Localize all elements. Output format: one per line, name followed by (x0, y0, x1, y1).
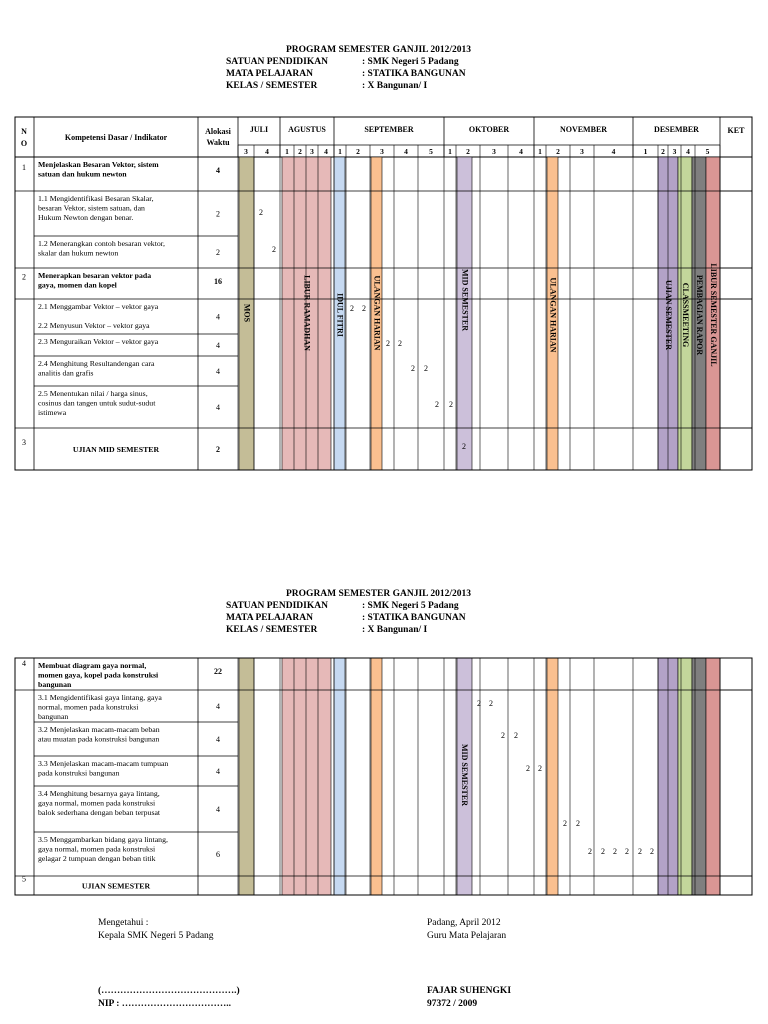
indicator-text: skalar dan hukum newton (38, 248, 119, 258)
header-label: SATUAN PENDIDIKAN (226, 601, 328, 611)
header-value: : SMK Negeri 5 Padang (362, 57, 459, 67)
headmaster-title: Kepala SMK Negeri 5 Padang (98, 931, 214, 941)
band-label: ULANGAN HARIAN (548, 277, 558, 353)
week-number: 1 (538, 147, 542, 156)
time-allocation: 4 (216, 702, 220, 711)
header-label: MATA PELAJARAN (226, 69, 313, 79)
indicator-text: 3.1 Mengidentifikasi gaya lintang, gaya (38, 693, 162, 702)
session-mark: 2 (424, 364, 428, 373)
teacher-nip: 97372 / 2009 (427, 999, 478, 1009)
week-number: 3 (310, 147, 314, 156)
band-0 (239, 658, 254, 895)
header-label: MATA PELAJARAN (226, 613, 313, 623)
session-mark: 2 (272, 245, 276, 254)
week-number: 3 (244, 147, 248, 156)
month-header: OKTOBER (468, 125, 510, 134)
band-5 (547, 658, 558, 895)
page-title: PROGRAM SEMESTER GANJIL 2012/2013 (286, 45, 472, 55)
time-allocation: 2 (216, 445, 220, 454)
band-3 (371, 658, 382, 895)
indicator-text: 3.3 Menjelaskan macam-macam tumpuan (38, 759, 169, 768)
band-label: ULANGAN HARIAN (372, 275, 382, 351)
time-allocation: 4 (216, 166, 220, 175)
week-number: 2 (298, 147, 302, 156)
row-number: 4 (22, 659, 26, 668)
time-allocation: 4 (216, 367, 220, 376)
indicator-text: balok sederhana dengan beban terpusat (38, 808, 161, 817)
header-ket: KET (727, 126, 745, 135)
week-number: 3 (580, 147, 584, 156)
indicator-text: 2.2 Menyusun Vektor – vektor gaya (38, 321, 150, 330)
row-number: 5 (22, 874, 26, 884)
week-number: 4 (265, 147, 269, 156)
indicator-text: 2.1 Menggambar Vektor – vektor gaya (38, 302, 159, 311)
week-number: 1 (285, 147, 289, 156)
week-number: 4 (519, 147, 523, 156)
week-number: 4 (404, 147, 408, 156)
week-number: 5 (429, 147, 433, 156)
competency-title: Menjelaskan Besaran Vektor, sistem (38, 160, 159, 169)
time-allocation: 4 (216, 312, 220, 322)
session-mark: 2 (477, 699, 481, 708)
week-number: 1 (448, 147, 452, 156)
indicator-text: 1.1 Mengidentifikasi Besaran Skalar, (38, 194, 154, 203)
session-mark: 2 (576, 819, 580, 828)
session-mark: 2 (601, 847, 605, 856)
band-label: LIBUR SEMESTER GANJIL (709, 263, 719, 367)
competency-title: bangunan (38, 680, 72, 689)
session-mark: 2 (650, 847, 654, 856)
time-allocation: 2 (216, 248, 220, 257)
session-mark: 2 (411, 364, 415, 373)
session-mark: 2 (386, 339, 390, 348)
week-number: 2 (556, 147, 560, 156)
time-allocation: 4 (216, 805, 220, 814)
row-number: 1 (22, 163, 26, 172)
indicator-text: 3.5 Menggambarkan bidang gaya lintang, (38, 835, 168, 844)
week-number: 2 (661, 147, 665, 156)
indicator-text: analitis dan grafis (38, 368, 94, 378)
header-alokasi: Alokasi (205, 127, 231, 136)
indicator-text: cosinus dan tangen untuk sudut-sudut (38, 398, 156, 408)
week-number: 1 (643, 147, 648, 156)
header-alokasi: Waktu (206, 138, 230, 147)
indicator-text: Hukum Newton dengan benar. (38, 213, 134, 222)
session-mark: 2 (501, 731, 505, 740)
indicator-text: gaya normal, momen pada konstruksi (38, 844, 156, 854)
session-mark: 2 (259, 208, 263, 217)
band-label: IDUL FITRI (335, 293, 345, 337)
session-mark: 2 (362, 304, 366, 313)
band-label: MID SEMESTER (460, 743, 470, 807)
session-mark: 2 (449, 400, 453, 409)
header-kd: Kompetensi Dasar / Indikator (64, 133, 168, 142)
indicator-text: atau muatan pada konstruksi bangunan (38, 734, 160, 744)
headmaster-name: (…………………………………….) (98, 986, 240, 996)
band-label: MOS (242, 303, 252, 323)
indicator-text: gelagar 2 tumpuan dengan beban titik (38, 854, 156, 863)
band-8 (692, 658, 706, 895)
band-label: LIBUR RAMADHAN (302, 275, 312, 351)
competency-title: Membuat diagram gaya normal, (38, 661, 147, 670)
indicator-text: normal, momen pada konstruksi (38, 702, 139, 712)
indicator-text: 2.3 Menguraikan Vektor – vektor gaya (38, 337, 159, 346)
indicator-text: bangunan (38, 712, 69, 721)
month-header: NOVEMBER (559, 125, 608, 134)
session-mark: 2 (398, 339, 402, 348)
indicator-text: 2.4 Menghitung Resultandengan cara (38, 359, 155, 368)
band-1 (282, 658, 331, 895)
header-no: N (21, 127, 27, 136)
band-label: MID SEMESTER (460, 268, 470, 332)
month-header: JULI (249, 125, 269, 134)
band-label: PEMBAGIAN RAPOR (695, 274, 705, 356)
row-number: 3 (22, 438, 26, 447)
indicator-text: gaya normal, momen pada konstruksi (38, 798, 156, 808)
header-value: : X Bangunan/ I (362, 625, 428, 635)
session-mark: 2 (435, 400, 439, 409)
indicator-text: 3.4 Menghitung besarnya gaya lintang, (38, 789, 160, 798)
session-mark: 2 (638, 847, 642, 856)
page-title: PROGRAM SEMESTER GANJIL 2012/2013 (286, 589, 472, 599)
competency-title: UJIAN SEMESTER (81, 881, 151, 891)
competency-title: UJIAN MID SEMESTER (72, 445, 160, 454)
time-allocation: 6 (216, 850, 220, 859)
month-header: DESEMBER (654, 125, 699, 134)
band-label: UJIAN SEMESTER (664, 279, 674, 351)
session-mark: 2 (538, 764, 542, 773)
week-number: 5 (705, 147, 710, 156)
week-number: 4 (324, 147, 328, 156)
band-label: CLASSMEETING (681, 282, 691, 348)
headmaster-nip: NIP : …………………………….. (98, 999, 231, 1009)
competency-title: momen gaya, kopel pada konstruksi (38, 670, 159, 680)
competency-title: satuan dan hukum newton (38, 169, 127, 179)
indicator-text: 2.5 Menentukan nilai / harga sinus, (38, 389, 148, 398)
header-label: KELAS / SEMESTER (226, 625, 318, 635)
band-9 (706, 658, 720, 895)
month-header: SEPTEMBER (364, 125, 414, 134)
time-allocation: 4 (216, 767, 220, 776)
approval-text: Mengetahui : (98, 918, 149, 928)
place-date (427, 917, 506, 943)
teacher-signature (427, 985, 511, 1011)
header-no: O (20, 139, 28, 148)
session-mark: 2 (462, 442, 466, 451)
indicator-text: besaran Vektor, sistem satuan, dan (38, 203, 145, 213)
session-mark: 2 (613, 847, 617, 856)
indicator-text: istimewa (38, 408, 67, 417)
week-number: 1 (338, 147, 342, 156)
session-mark: 2 (526, 764, 530, 773)
time-allocation: 16 (214, 277, 222, 286)
teacher-name: FAJAR SUHENGKI (427, 986, 512, 996)
header-value: : STATIKA BANGUNAN (362, 613, 466, 623)
header-label: KELAS / SEMESTER (226, 81, 318, 91)
indicator-text: pada konstruksi bangunan (38, 768, 120, 778)
header-value: : X Bangunan/ I (362, 81, 428, 91)
week-number: 3 (492, 147, 496, 156)
band-7 (678, 658, 692, 895)
session-mark: 2 (563, 819, 567, 828)
date-text: Padang, April 2012 (427, 918, 501, 928)
indicator-text: 3.2 Menjelaskan macam-macam beban (38, 725, 160, 734)
header-label: SATUAN PENDIDIKAN (226, 57, 328, 67)
time-allocation: 4 (216, 403, 220, 412)
week-number: 4 (611, 147, 616, 156)
week-number: 3 (672, 147, 677, 156)
month-header: AGUSTUS (288, 125, 326, 134)
indicator-text: 1.2 Menerangkan contoh besaran vektor, (38, 239, 165, 248)
row-number: 2 (22, 272, 26, 282)
time-allocation: 4 (216, 735, 220, 744)
session-mark: 2 (514, 731, 518, 740)
session-mark: 2 (625, 847, 629, 856)
header-value: : STATIKA BANGUNAN (362, 69, 466, 79)
time-allocation: 2 (216, 209, 220, 219)
session-mark: 2 (489, 699, 493, 708)
week-number: 2 (466, 147, 470, 156)
band-2 (334, 658, 345, 895)
teacher-title: Guru Mata Pelajaran (427, 931, 507, 941)
week-number: 4 (686, 147, 690, 156)
approval-label (98, 917, 214, 943)
competency-title: Menerapkan besaran vektor pada (38, 271, 152, 280)
time-allocation: 22 (214, 667, 222, 676)
session-mark: 2 (588, 847, 592, 856)
header-value: : SMK Negeri 5 Padang (362, 601, 459, 611)
time-allocation: 4 (216, 341, 220, 350)
headmaster-signature (98, 985, 240, 1011)
session-mark: 2 (350, 304, 354, 313)
week-number: 3 (380, 147, 384, 156)
week-number: 2 (356, 147, 360, 156)
competency-title: gaya, momen dan kopel (38, 280, 117, 290)
